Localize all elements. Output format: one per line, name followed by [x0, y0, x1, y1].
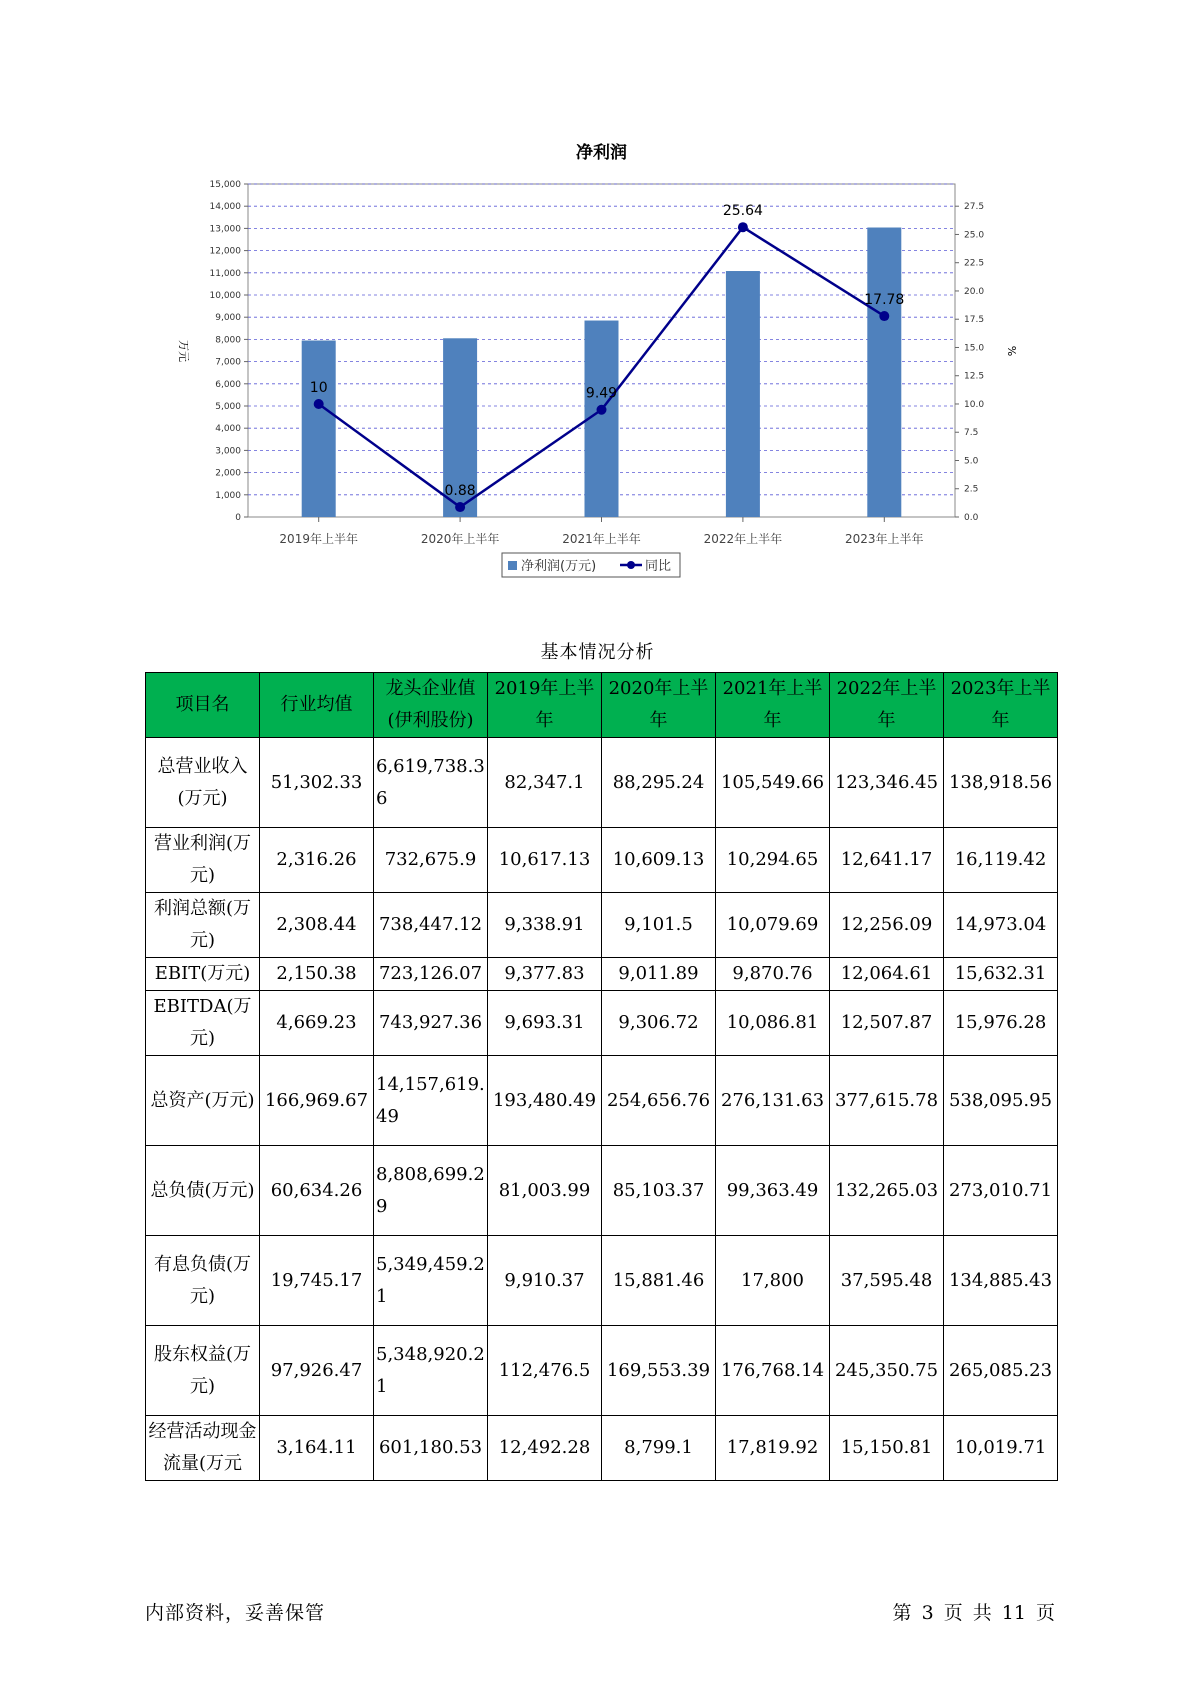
row-label-cell: 总资产(万元) — [146, 1056, 260, 1146]
left-tick-label: 0 — [235, 513, 241, 523]
left-tick-label: 10,000 — [209, 291, 241, 301]
left-tick-label: 4,000 — [215, 424, 241, 435]
chart-canvas — [150, 135, 1018, 595]
value-cell: 2,150.38 — [260, 958, 374, 991]
x-tick-label: 2019年上半年 — [279, 532, 358, 546]
table-row — [146, 991, 1058, 1056]
value-cell: 15,976.28 — [944, 991, 1058, 1056]
value-cell: 99,363.49 — [716, 1146, 830, 1236]
table-row — [146, 958, 1058, 991]
left-tick-label: 8,000 — [215, 335, 241, 346]
table-row — [146, 1326, 1058, 1416]
value-cell: 82,347.1 — [488, 738, 602, 828]
footer-page-number: 第 3 页 共 11 页 — [892, 1602, 1055, 1624]
right-tick-label: 12.5 — [964, 371, 985, 382]
row-label-cell: 利润总额(万元) — [146, 893, 260, 958]
value-cell: 15,632.31 — [944, 958, 1058, 991]
value-cell: 254,656.76 — [602, 1056, 716, 1146]
legend-line-marker — [627, 561, 635, 569]
left-tick-label: 6,000 — [215, 379, 241, 390]
bar-net-profit — [726, 271, 760, 517]
value-cell: 273,010.71 — [944, 1146, 1058, 1236]
value-cell: 9,693.31 — [488, 991, 602, 1056]
x-tick-label: 2020年上半年 — [420, 532, 500, 546]
yoy-point — [597, 405, 607, 415]
value-cell: 2,316.26 — [260, 828, 374, 893]
value-cell: 16,119.42 — [944, 828, 1058, 893]
value-cell: 17,819.92 — [716, 1416, 830, 1481]
table-row — [146, 893, 1058, 958]
value-cell: 112,476.5 — [488, 1326, 602, 1416]
value-cell: 10,294.65 — [716, 828, 830, 893]
row-label-cell: EBIT(万元) — [146, 958, 260, 991]
value-cell: 10,609.13 — [602, 828, 716, 893]
value-cell: 138,918.56 — [944, 738, 1058, 828]
value-cell: 19,745.17 — [260, 1236, 374, 1326]
right-tick-label: 10.0 — [964, 399, 985, 410]
value-cell: 37,595.48 — [830, 1236, 944, 1326]
value-cell: 9,910.37 — [488, 1236, 602, 1326]
right-tick-label: 17.5 — [964, 315, 985, 326]
header-2019h1: 2019年上半年 — [488, 673, 602, 738]
value-cell: 169,553.39 — [602, 1326, 716, 1416]
right-tick-label: 22.5 — [964, 258, 985, 269]
right-tick-label: 15.0 — [964, 343, 985, 354]
left-tick-label: 5,000 — [215, 402, 241, 412]
left-tick-label: 7,000 — [215, 357, 241, 368]
value-cell: 9,306.72 — [602, 991, 716, 1056]
yoy-point — [738, 222, 748, 232]
yoy-data-label: 25.64 — [722, 203, 763, 220]
right-tick-label: 0.0 — [964, 513, 979, 523]
legend-bar-label: 净利润(万元) — [521, 559, 597, 574]
value-cell: 9,870.76 — [716, 958, 830, 991]
value-cell: 601,180.53 — [374, 1416, 488, 1481]
header-2023h1: 2023年上半年 — [944, 673, 1058, 738]
value-cell: 12,064.61 — [830, 958, 944, 991]
right-tick-label: 27.5 — [964, 202, 985, 213]
value-cell: 15,881.46 — [602, 1236, 716, 1326]
value-cell: 9,338.91 — [488, 893, 602, 958]
value-cell: 51,302.33 — [260, 738, 374, 828]
value-cell: 8,808,699.29 — [374, 1146, 488, 1236]
table-row — [146, 1146, 1058, 1236]
right-tick-label: 2.5 — [964, 484, 979, 495]
value-cell: 377,615.78 — [830, 1056, 944, 1146]
table-title: 基本情况分析 — [540, 642, 655, 663]
value-cell: 10,617.13 — [488, 828, 602, 893]
value-cell: 9,101.5 — [602, 893, 716, 958]
x-tick-label: 2022年上半年 — [703, 532, 783, 546]
table-row — [146, 1236, 1058, 1326]
header-leader-value: 龙头企业值(伊利股份) — [374, 673, 488, 738]
header-2021h1: 2021年上半年 — [716, 673, 830, 738]
yoy-data-label: 0.88 — [444, 483, 476, 500]
value-cell: 123,346.45 — [830, 738, 944, 828]
value-cell: 10,019.71 — [944, 1416, 1058, 1481]
value-cell: 8,799.1 — [602, 1416, 716, 1481]
right-axis-title: % — [1005, 345, 1018, 357]
value-cell: 193,480.49 — [488, 1056, 602, 1146]
left-tick-label: 12,000 — [209, 246, 241, 257]
value-cell: 60,634.26 — [260, 1146, 374, 1236]
right-tick-label: 7.5 — [964, 428, 979, 439]
x-tick-label: 2023年上半年 — [845, 532, 924, 546]
row-label-cell: 经营活动现金流量(万元 — [146, 1416, 260, 1481]
basic-analysis-table — [145, 672, 1058, 1481]
value-cell: 5,348,920.21 — [374, 1326, 488, 1416]
value-cell: 166,969.67 — [260, 1056, 374, 1146]
left-tick-label: 11,000 — [209, 268, 241, 279]
header-2022h1: 2022年上半年 — [830, 673, 944, 738]
value-cell: 176,768.14 — [716, 1326, 830, 1416]
yoy-point — [455, 502, 465, 512]
left-tick-label: 14,000 — [209, 202, 241, 213]
value-cell: 276,131.63 — [716, 1056, 830, 1146]
value-cell: 14,157,619.49 — [374, 1056, 488, 1146]
table-row — [146, 738, 1058, 828]
value-cell: 12,507.87 — [830, 991, 944, 1056]
table-header-row — [146, 673, 1058, 738]
value-cell: 4,669.23 — [260, 991, 374, 1056]
value-cell: 12,492.28 — [488, 1416, 602, 1481]
value-cell: 10,079.69 — [716, 893, 830, 958]
right-tick-label: 25.0 — [964, 230, 985, 241]
row-label-cell: 营业利润(万元) — [146, 828, 260, 893]
value-cell: 15,150.81 — [830, 1416, 944, 1481]
yoy-data-label: 17.78 — [864, 292, 905, 309]
left-tick-label: 2,000 — [215, 468, 241, 479]
left-tick-label: 9,000 — [215, 313, 241, 324]
yoy-data-label: 9.49 — [585, 385, 618, 402]
value-cell: 134,885.43 — [944, 1236, 1058, 1326]
value-cell: 17,800 — [716, 1236, 830, 1326]
value-cell: 9,377.83 — [488, 958, 602, 991]
bar-net-profit — [302, 341, 336, 517]
row-label-cell: 总负债(万元) — [146, 1146, 260, 1236]
x-tick-label: 2021年上半年 — [562, 532, 641, 546]
left-axis-title: 万元 — [177, 340, 190, 362]
row-label-cell: 有息负债(万元) — [146, 1236, 260, 1326]
left-tick-label: 13,000 — [209, 224, 241, 235]
value-cell: 10,086.81 — [716, 991, 830, 1056]
value-cell: 9,011.89 — [602, 958, 716, 991]
value-cell: 81,003.99 — [488, 1146, 602, 1236]
left-tick-label: 15,000 — [209, 180, 241, 190]
value-cell: 12,256.09 — [830, 893, 944, 958]
legend-bar-swatch — [508, 561, 517, 570]
value-cell: 12,641.17 — [830, 828, 944, 893]
left-tick-label: 1,000 — [215, 490, 241, 501]
row-label-cell: EBITDA(万元) — [146, 991, 260, 1056]
value-cell: 723,126.07 — [374, 958, 488, 991]
bar-net-profit — [867, 228, 901, 517]
value-cell: 3,164.11 — [260, 1416, 374, 1481]
header-industry-avg: 行业均值 — [260, 673, 374, 738]
right-tick-label: 5.0 — [964, 456, 979, 467]
value-cell: 5,349,459.21 — [374, 1236, 488, 1326]
value-cell: 732,675.9 — [374, 828, 488, 893]
value-cell: 88,295.24 — [602, 738, 716, 828]
footer-confidential: 内部资料，妥善保管 — [145, 1602, 326, 1624]
header-item-name: 项目名 — [146, 673, 260, 738]
value-cell: 538,095.95 — [944, 1056, 1058, 1146]
table-row — [146, 828, 1058, 893]
yoy-point — [314, 399, 324, 409]
row-label-cell: 总营业收入(万元) — [146, 738, 260, 828]
value-cell: 2,308.44 — [260, 893, 374, 958]
value-cell: 97,926.47 — [260, 1326, 374, 1416]
value-cell: 14,973.04 — [944, 893, 1058, 958]
table-row — [146, 1416, 1058, 1481]
legend-line-label: 同比 — [645, 559, 672, 574]
header-2020h1: 2020年上半年 — [602, 673, 716, 738]
row-label-cell: 股东权益(万元) — [146, 1326, 260, 1416]
value-cell: 245,350.75 — [830, 1326, 944, 1416]
value-cell: 738,447.12 — [374, 893, 488, 958]
yoy-data-label: 10 — [309, 379, 328, 396]
left-tick-label: 3,000 — [215, 446, 241, 457]
value-cell: 265,085.23 — [944, 1326, 1058, 1416]
value-cell: 85,103.37 — [602, 1146, 716, 1236]
value-cell: 6,619,738.36 — [374, 738, 488, 828]
table-row — [146, 1056, 1058, 1146]
value-cell: 132,265.03 — [830, 1146, 944, 1236]
right-tick-label: 20.0 — [964, 286, 985, 297]
chart-title: 净利润 — [576, 143, 627, 163]
net-profit-chart — [150, 135, 1018, 595]
yoy-point — [879, 311, 889, 321]
value-cell: 743,927.36 — [374, 991, 488, 1056]
value-cell: 105,549.66 — [716, 738, 830, 828]
